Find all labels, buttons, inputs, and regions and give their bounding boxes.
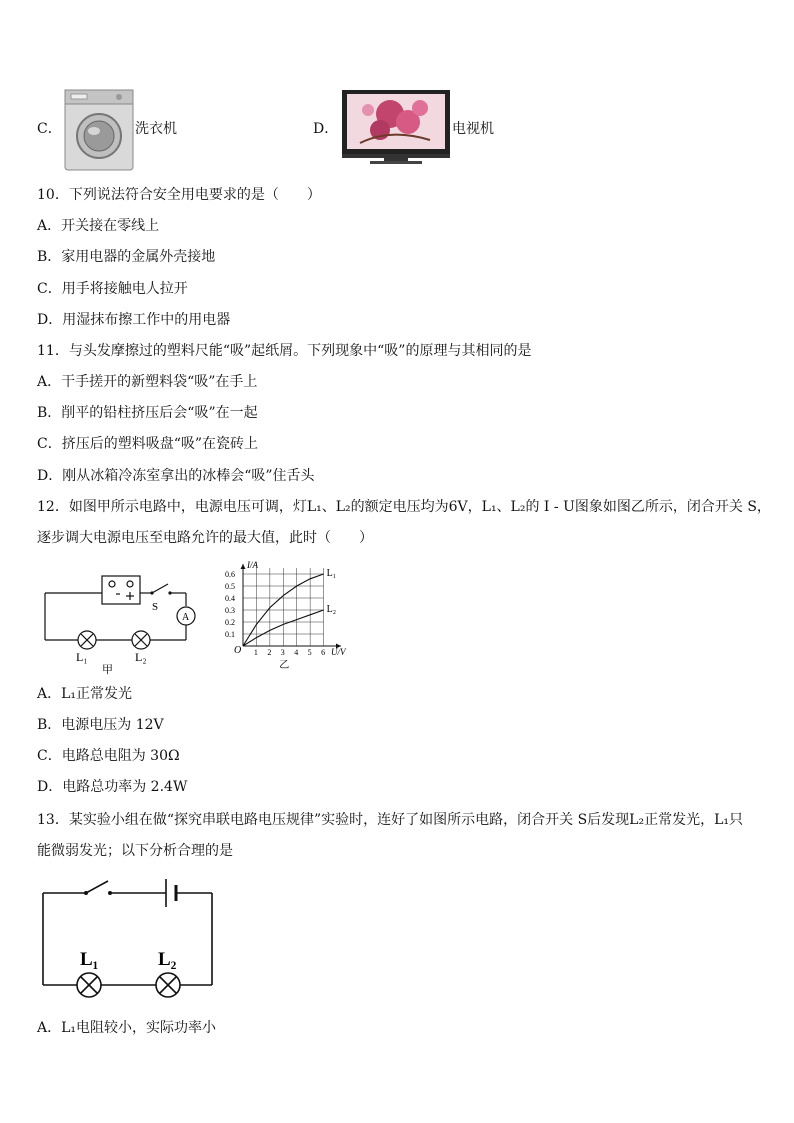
y-axis-label: I/A <box>247 560 258 570</box>
q12-option-b: B．电源电压为 12V <box>37 717 164 733</box>
q9-option-c <box>37 118 62 138</box>
iu-chart <box>225 560 355 672</box>
y-tick-label: 0.4 <box>225 594 235 603</box>
q11-option-b: B．削平的铅柱挤压后会“吸”在一起 <box>37 405 258 421</box>
q11-option-a: A．干手搓开的新塑料袋“吸”在手上 <box>37 374 258 390</box>
q12-stem-line2: 逐步调大电源电压至电路允许的最大值，此时（ ） <box>37 530 373 546</box>
switch-label: S <box>152 601 159 613</box>
q12-option-a: A．L₁正常发光 <box>37 686 133 702</box>
q11-stem: 11．与头发摩擦过的塑料尺能“吸”起纸屑。下列现象中“吸”的原理与其相同的是 <box>37 343 532 359</box>
q13-stem-line2: 能微弱发光；以下分析合理的是 <box>37 843 233 859</box>
q10-option-c: C．用手将接触电人拉开 <box>37 281 188 297</box>
x-tick-label: 1 <box>253 648 258 657</box>
y-tick-label: 0.6 <box>225 570 235 579</box>
q9-option-d-letter: D． <box>313 121 339 137</box>
q10-option-b: B．家用电器的金属外壳接地 <box>37 249 216 265</box>
q10-option-d: D．用湿抹布擦工作中的用电器 <box>37 312 231 328</box>
origin-label: O <box>234 645 242 656</box>
lamp-l2-label: L₂ <box>135 650 147 664</box>
q9-option-c-letter: C． <box>37 121 62 137</box>
q12-circuit-figure <box>40 568 205 678</box>
q10-option-a: A．开关接在零线上 <box>37 218 160 234</box>
y-axis-arrow <box>241 564 246 569</box>
q9-option-d-text: 电视机 <box>452 121 494 137</box>
x-tick-label: 2 <box>267 648 272 657</box>
series-label-1: L₁ <box>326 568 337 579</box>
q11-option-c: C．挤压后的塑料吸盘“吸”在瓷砖上 <box>37 436 259 452</box>
q9-option-d <box>313 118 338 138</box>
y-tick-label: 0.3 <box>225 606 235 615</box>
q10-stem: 10．下列说法符合安全用电要求的是（ ） <box>37 187 321 203</box>
ammeter-label: A <box>182 612 190 623</box>
q11-option-d: D．刚从冰箱冷冻室拿出的冰棒会“吸”住舌头 <box>37 468 315 484</box>
series-label-2: L₂ <box>326 604 337 615</box>
q13-circuit-figure <box>38 875 218 1000</box>
lamp-l1-label: L₁ <box>80 949 99 970</box>
figure-yi-caption: 乙 <box>279 660 290 671</box>
x-tick-label: 6 <box>321 648 326 657</box>
figure-jia-caption: 甲 <box>102 664 113 676</box>
q12-option-c: C．电路总电阻为 30Ω <box>37 748 180 764</box>
x-tick-label: 4 <box>294 648 299 657</box>
q13-stem-line1: 13．某实验小组在做“探究串联电路电压规律”实验时，连好了如图所示电路，闭合开关 S后发现L₂正常发光，L₁只 <box>37 812 743 828</box>
television-image <box>340 88 452 166</box>
lamp-l1-label: L₁ <box>76 650 88 664</box>
q13-option-a: A．L₁电阻较小，实际功率小 <box>37 1020 217 1036</box>
power-supply-icon <box>102 576 140 604</box>
y-tick-label: 0.5 <box>225 582 235 591</box>
washing-machine-image <box>63 88 135 172</box>
q12-stem-line1: 12．如图甲所示电路中，电源电压可调，灯L₁、L₂的额定电压均为6V，L₁、L₂的 I - U图象如图乙所示，闭合开关 S， <box>37 499 771 515</box>
x-tick-label: 5 <box>307 648 312 657</box>
q12-option-d: D．电路总功率为 2.4W <box>37 779 188 795</box>
x-tick-label: 3 <box>280 648 285 657</box>
y-tick-label: 0.1 <box>225 630 235 639</box>
q9-option-c-text: 洗衣机 <box>135 121 177 137</box>
x-axis-label: U/V <box>331 647 346 657</box>
y-tick-label: 0.2 <box>225 618 235 627</box>
lamp-l2-label: L₂ <box>158 949 177 970</box>
